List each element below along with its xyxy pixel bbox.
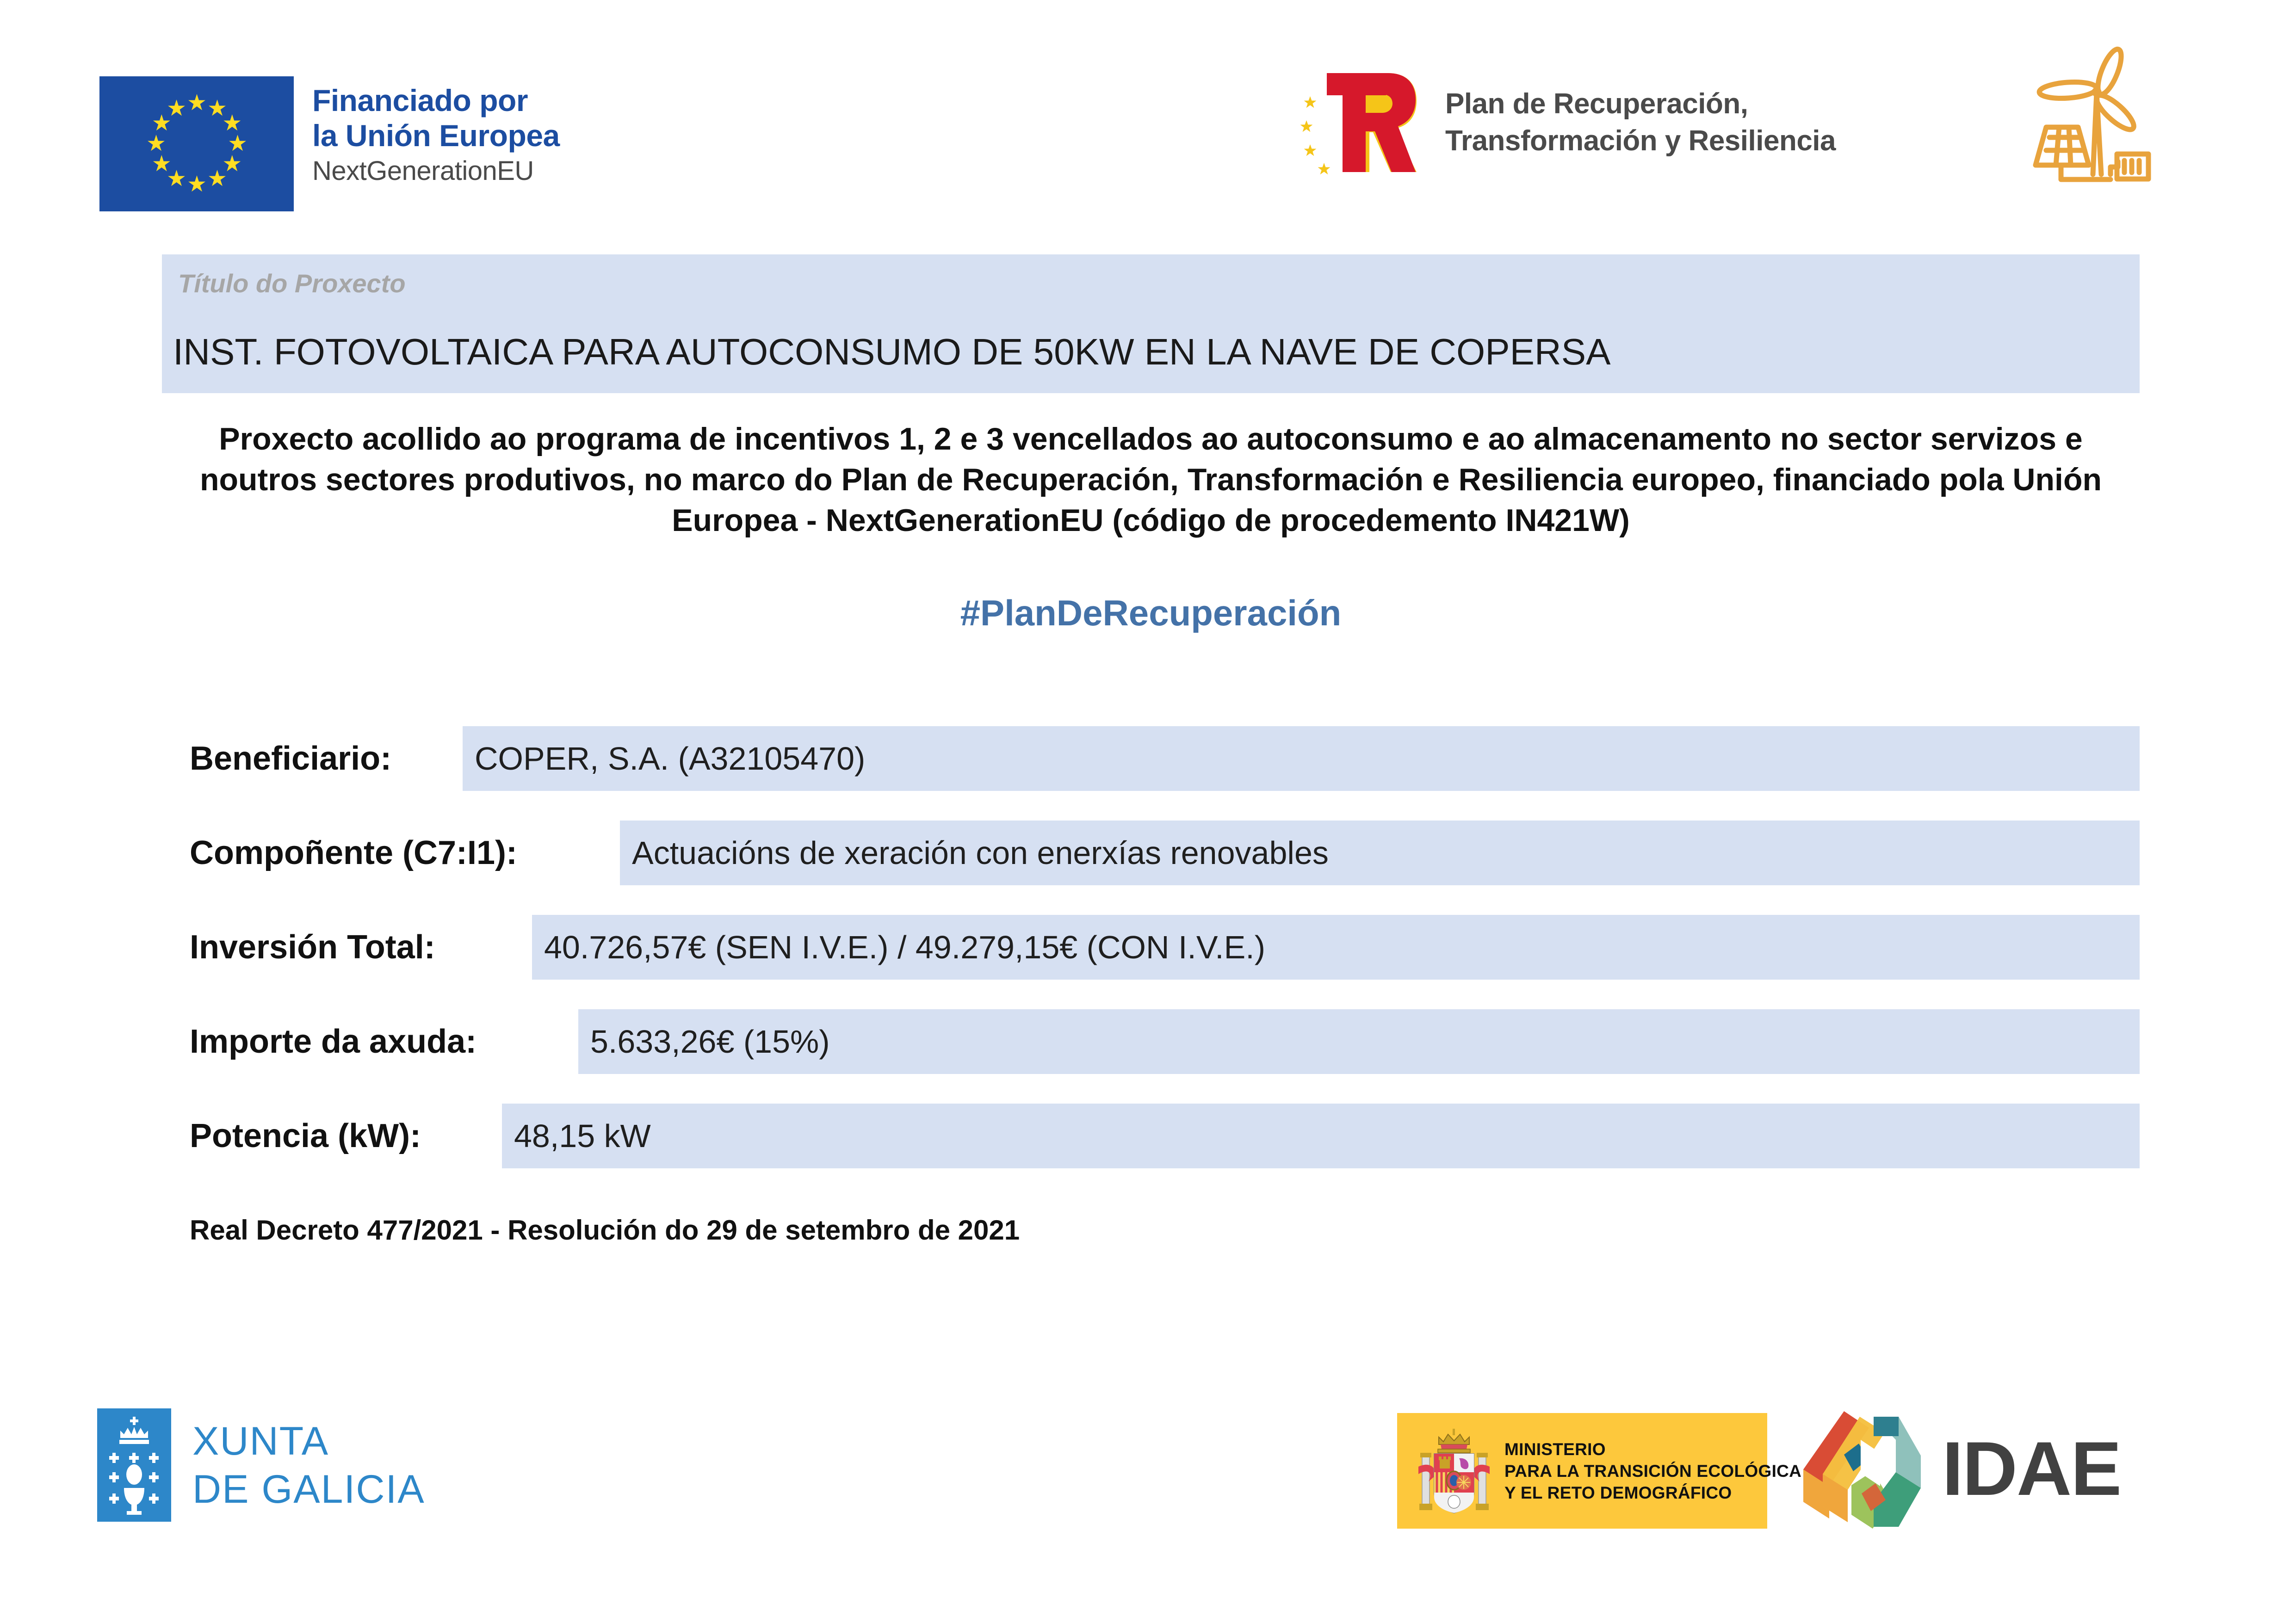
eu-emblem-text bbox=[312, 76, 560, 189]
project-title-label: Título do Proxecto bbox=[178, 269, 406, 298]
eu-star-icon: ★ bbox=[167, 167, 187, 191]
project-data-table bbox=[0, 726, 2296, 1198]
row-valuebox-beneficiario bbox=[463, 726, 2140, 791]
eu-star-icon: ★ bbox=[207, 96, 228, 121]
eu-star-icon: ★ bbox=[222, 152, 242, 176]
eu-line-1: Financiado por bbox=[312, 83, 528, 117]
eu-star-icon: ★ bbox=[151, 111, 172, 136]
table-row bbox=[0, 1009, 2296, 1074]
row-label-beneficiario: Beneficiario: bbox=[190, 740, 392, 777]
row-label-inversion-total: Inversión Total: bbox=[190, 929, 435, 966]
footer-band bbox=[0, 1388, 2296, 1623]
xunta-de-galicia-logo bbox=[97, 1408, 425, 1522]
eu-star-icon: ★ bbox=[187, 91, 207, 115]
real-decreto-line: Real Decreto 477/2021 - Resolución do 29 de setembro de 2021 bbox=[190, 1215, 1020, 1246]
row-label-componente: Compoñente (C7:I1): bbox=[190, 834, 517, 871]
spain-tr-mark-icon bbox=[1300, 56, 1434, 190]
eu-star-icon: ★ bbox=[222, 111, 242, 136]
program-description-paragraph: Proxecto acollido ao programa de incentivos 1, 2 e 3 vencellados ao autoconsumo e ao almacenamento no sector servizos e noutros sectores produtivos, no marco do Plan de Recuperación, Transformación e Resiliencia europeo, financiado pola Unión Europea - NextGenerationEU (código de procedemento IN421W) bbox=[199, 421, 2102, 538]
xunta-logo-text bbox=[192, 1417, 425, 1513]
table-row bbox=[0, 821, 2296, 885]
ministerio-logo-text bbox=[1504, 1438, 1801, 1504]
row-label-potencia: Potencia (kW): bbox=[190, 1117, 421, 1154]
table-row bbox=[0, 915, 2296, 980]
hashtag-plan-de-recuperacion: #PlanDeRecuperación bbox=[960, 592, 1342, 633]
ministerio-transicion-ecologica-logo bbox=[1397, 1413, 1802, 1529]
row-value-componente: Actuacións de xeración con enerxías renovables bbox=[632, 835, 1329, 871]
xunta-line-1: XUNTA bbox=[192, 1419, 329, 1463]
header-band bbox=[0, 0, 2296, 231]
idae-logo bbox=[1800, 1404, 2121, 1533]
eu-line-2: la Unión Europea bbox=[312, 118, 560, 153]
eu-flag-icon bbox=[99, 76, 294, 211]
row-valuebox-inversion-total bbox=[532, 915, 2140, 980]
eu-star-icon: ★ bbox=[151, 152, 172, 176]
row-value-beneficiario: COPER, S.A. (A32105470) bbox=[475, 741, 866, 777]
project-title-box bbox=[162, 254, 2140, 393]
eu-star-icon: ★ bbox=[146, 131, 167, 156]
xunta-line-2: DE GALICIA bbox=[192, 1467, 425, 1512]
row-label-importe-axuda: Importe da axuda: bbox=[190, 1023, 477, 1060]
row-valuebox-importe-axuda bbox=[578, 1009, 2140, 1074]
row-value-potencia: 48,15 kW bbox=[514, 1118, 651, 1154]
idae-hexagon-mark-icon bbox=[1800, 1404, 1925, 1533]
idae-wordmark: IDAE bbox=[1942, 1426, 2121, 1511]
table-row bbox=[0, 726, 2296, 791]
eu-star-icon: ★ bbox=[187, 172, 207, 197]
table-row bbox=[0, 1104, 2296, 1168]
ministerio-line-2: PARA LA TRANSICIÓN ECOLÓGICA bbox=[1504, 1461, 1802, 1481]
prtr-line-1: Plan de Recuperación, bbox=[1445, 88, 1748, 120]
project-title-value: INST. FOTOVOLTAICA PARA AUTOCONSUMO DE 50KW EN LA NAVE DE COPERSA bbox=[173, 331, 1611, 372]
row-valuebox-potencia bbox=[502, 1104, 2140, 1168]
plan-recuperacion-text bbox=[1445, 86, 1836, 160]
eu-star-icon: ★ bbox=[167, 96, 187, 121]
eu-emblem-logo bbox=[99, 76, 560, 211]
eu-star-icon: ★ bbox=[228, 131, 248, 156]
prtr-line-2: Transformación y Resiliencia bbox=[1445, 125, 1836, 157]
wind-turbine-solar-panel-battery-icon bbox=[1994, 44, 2151, 197]
xunta-shield-icon bbox=[97, 1408, 171, 1522]
row-valuebox-componente bbox=[620, 821, 2140, 885]
row-value-importe-axuda: 5.633,26€ (15%) bbox=[590, 1024, 830, 1060]
plan-recuperacion-logo bbox=[1300, 56, 1836, 190]
spain-coat-of-arms-icon bbox=[1415, 1422, 1493, 1519]
eu-line-3: NextGenerationEU bbox=[312, 156, 534, 186]
ministerio-line-1: MINISTERIO bbox=[1504, 1439, 1606, 1459]
row-value-inversion-total: 40.726,57€ (SEN I.V.E.) / 49.279,15€ (CON I.V.E.) bbox=[544, 929, 1266, 965]
eu-star-icon: ★ bbox=[207, 167, 228, 191]
ministerio-line-3: Y EL RETO DEMOGRÁFICO bbox=[1504, 1483, 1732, 1502]
